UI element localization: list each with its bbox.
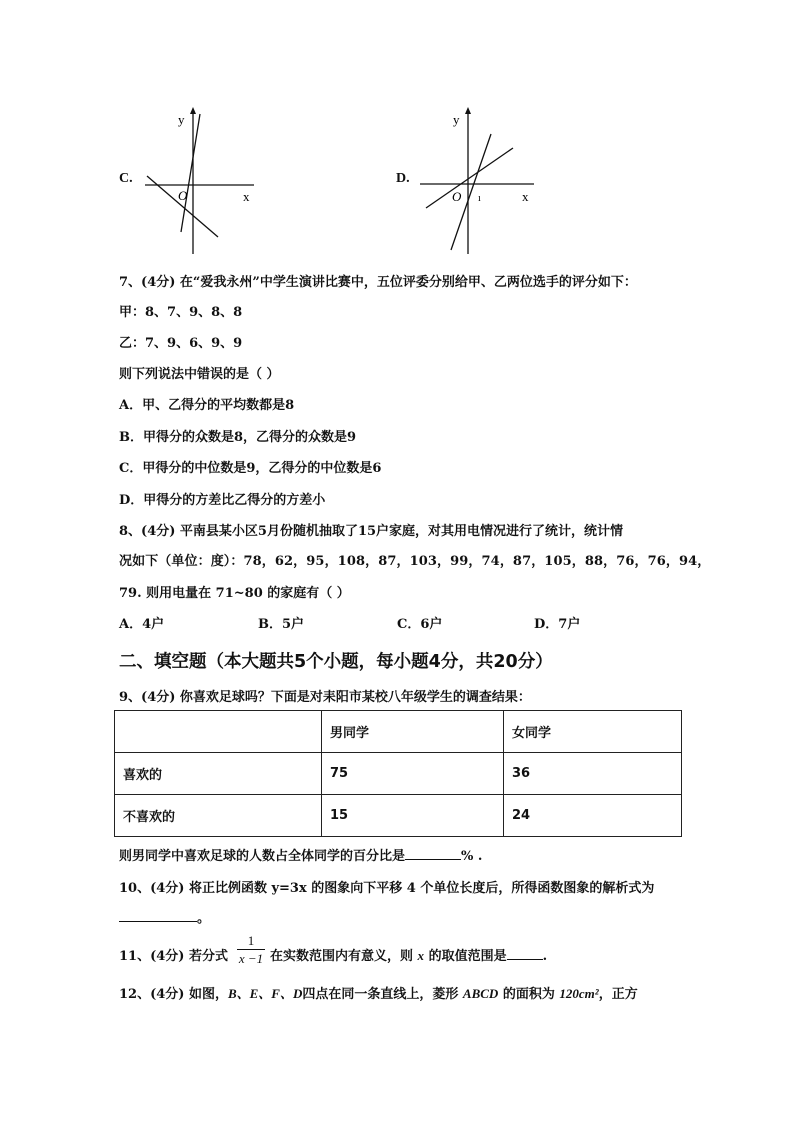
q8-option-b: B．5户 — [258, 617, 305, 632]
q7-option-b: B．甲得分的众数是8，乙得分的众数是9 — [119, 430, 357, 445]
q9-conclusion — [119, 845, 482, 864]
table-cell: 喜欢的 — [115, 753, 322, 795]
q8-option-a: A．4户 — [119, 617, 165, 632]
table-cell: 24 — [504, 795, 682, 837]
x-axis-label: x — [243, 189, 250, 204]
table-row — [115, 753, 682, 795]
q10-answer-blank[interactable] — [119, 921, 197, 922]
q7-option-c: C．甲得分的中位数是9，乙得分的中位数是6 — [119, 461, 382, 476]
q12-text-2: 四点在同一条直线上，菱形 — [302, 987, 459, 1002]
q10-line-1: 10、(4分) 将正比例函数 y=3x 的图象向下平移 4 个单位长度后，所得函数图象的解析式为 — [119, 881, 655, 896]
x-axis-label: x — [522, 189, 529, 204]
q12-text-3: 的面积为 — [502, 987, 555, 1002]
option-d-graph — [418, 106, 538, 258]
fraction-numerator: 1 — [247, 933, 255, 948]
origin-label: O — [452, 189, 462, 204]
table-header-boys: 男同学 — [322, 711, 504, 753]
y-axis-label: y — [453, 112, 460, 127]
origin-label: O — [178, 188, 188, 203]
table-header-row — [115, 711, 682, 753]
q8-option-d: D．7户 — [534, 617, 581, 632]
q12-area: 120cm² — [559, 986, 599, 1001]
option-d-label: D. — [396, 171, 410, 186]
q11-answer-blank[interactable] — [507, 959, 543, 960]
section-heading: 二、填空题（本大题共5个小题，每小题4分，共20分） — [119, 652, 553, 672]
table-cell — [115, 711, 322, 753]
q8-line-3: 79. 则用电量在 71~80 的家庭有（ ） — [119, 586, 350, 601]
table-cell: 36 — [504, 753, 682, 795]
q11-variable: x — [417, 948, 425, 963]
table-cell: 15 — [322, 795, 504, 837]
table-cell: 75 — [322, 753, 504, 795]
q7-question: 则下列说法中错误的是（ ） — [119, 367, 280, 382]
q12-text: 12、(4分) 如图， — [119, 987, 228, 1002]
y-axis-arrow — [190, 107, 196, 114]
table-row — [115, 795, 682, 837]
q11-suffix — [270, 945, 547, 964]
q12-points: B、E、F、D — [227, 986, 303, 1001]
gentle-line — [426, 148, 513, 208]
q7-option-d: D．甲得分的方差比乙得分的方差小 — [119, 493, 326, 508]
q10-line-end: 。 — [197, 911, 211, 926]
q9-stem: 9、(4分) 你喜欢足球吗？下面是对耒阳市某校八年级学生的调查结果： — [119, 690, 531, 705]
q8-option-c: C．6户 — [397, 617, 443, 632]
q11-prefix: 11、(4分) 若分式 — [119, 949, 228, 964]
q10-line-2 — [119, 907, 210, 926]
table-cell: 不喜欢的 — [115, 795, 322, 837]
fraction-denominator: x −1 — [238, 951, 264, 966]
table-header-girls: 女同学 — [504, 711, 682, 753]
q11-text-2: 的取值范围是 — [428, 949, 507, 964]
q8-line-1: 8、(4分) 平南县某小区5月份随机抽取了15户家庭，对其用电情况进行了统计，统计情 — [119, 524, 624, 539]
option-c-label: C. — [119, 171, 133, 186]
q11-end: . — [542, 949, 548, 964]
q11-fraction — [236, 932, 266, 967]
q7-stem: 7、(4分) 在“爱我永州”中学生演讲比赛中，五位评委分别给甲、乙两位选手的评分如下： — [119, 275, 637, 290]
q11-text: 在实数范围内有意义，则 — [270, 949, 414, 964]
increasing-line — [181, 114, 200, 232]
q7-jia-scores: 甲：8、7、9、8、8 — [119, 305, 243, 320]
q8-line-2: 况如下（单位：度）：78，62，95，108，87，103，99，74，87，105，88，76，76，94， — [119, 554, 711, 569]
q12-line-1 — [119, 983, 638, 1002]
q9-conclusion-end: % . — [461, 849, 483, 864]
q12-shape: ABCD — [462, 986, 499, 1001]
y-axis-label: y — [178, 112, 185, 127]
tick-mark: ı — [478, 193, 481, 204]
survey-table — [114, 710, 682, 837]
q7-yi-scores: 乙：7、9、6、9、9 — [119, 336, 243, 351]
q9-conclusion-text: 则男同学中喜欢足球的人数占全体同学的百分比是 — [119, 849, 406, 864]
q9-answer-blank[interactable] — [405, 859, 461, 860]
option-c-graph — [140, 106, 260, 258]
q12-text-4: ，正方 — [598, 987, 638, 1002]
q7-option-a: A．甲、乙得分的平均数都是8 — [119, 398, 295, 413]
y-axis-arrow — [465, 107, 471, 114]
